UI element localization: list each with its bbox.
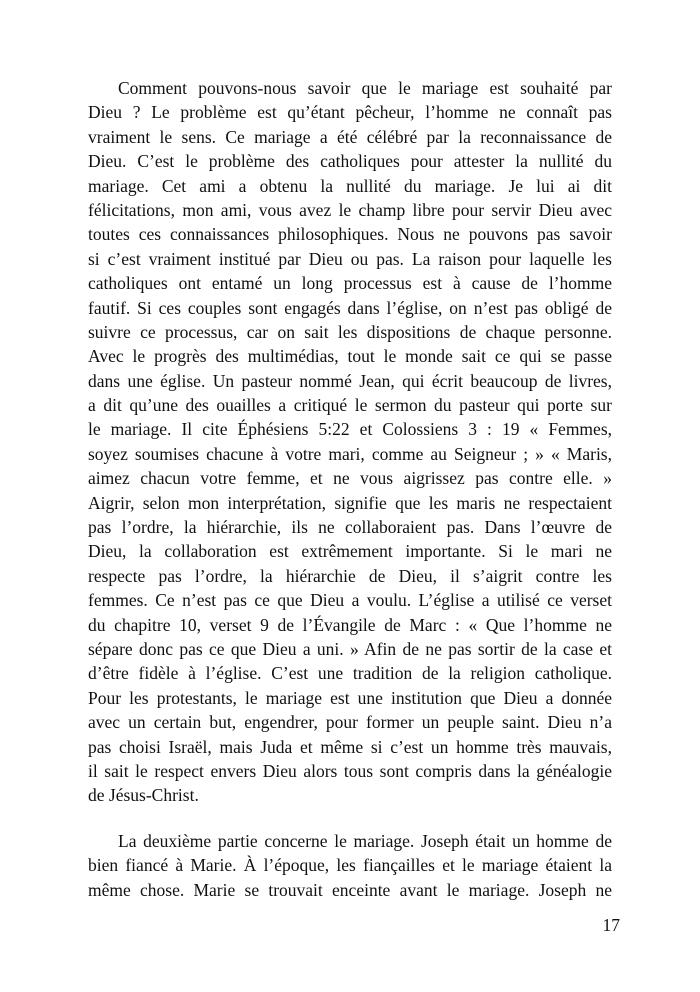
text-line: Avec le progrès des multimédias, tout le monde sait ce qui se passe [88,346,612,367]
text-line: Dieu. C’est le problème des catholiques pour attester la nullité du [88,151,612,172]
text-line: si c’est vraiment institué par Dieu ou pas. La raison pour laquelle les [88,248,612,269]
paragraph-2 [88,829,612,902]
text-line: Pour les protestants, le mariage est une institution que Dieu a donnée [88,687,612,708]
text-line: dans une église. Un pasteur nommé Jean, qui écrit beaucoup de livres, [88,370,612,391]
text-line: Dieu, la collaboration est extrêmement importante. Si le mari ne [88,541,612,562]
text-line: La deuxième partie concerne le mariage. Joseph était un homme de [118,831,612,851]
text-line: suivre ce processus, car on sait les dispositions de chaque personne. [88,321,612,342]
paragraph-1 [88,76,612,808]
text-line: toutes ces connaissances philosophiques. Nous ne pouvons pas savoir [88,224,612,245]
text-line: pas l’ordre, la hiérarchie, ils ne collaboraient pas. Dans l’œuvre de [88,517,612,538]
text-line: bien fiancé à Marie. À l’époque, les fiançailles et le mariage étaient la [88,855,612,876]
text-line: fautif. Si ces couples sont engagés dans l’église, on n’est pas obligé de [88,297,612,318]
text-line: catholiques ont entamé un long processus est à cause de l’homme [88,273,612,294]
text-line: il sait le respect envers Dieu alors tous sont compris dans la généalogie [88,760,612,781]
text-line: Dieu ? Le problème est qu’étant pêcheur, l’homme ne connaît pas [88,102,612,123]
text-line: mariage. Cet ami a obtenu la nullité du mariage. Je lui ai dit [88,175,612,196]
text-line: d’être fidèle à l’église. C’est une tradition de la religion catholique. [88,663,612,684]
text-line: respecte pas l’ordre, la hiérarchie de Dieu, il s’aigrit contre les [88,565,612,586]
text-line: a dit qu’une des ouailles a critiqué le sermon du pasteur qui porte sur [88,395,612,416]
text-line: de Jésus-Christ. [88,785,199,806]
text-line: Comment pouvons-nous savoir que le mariage est souhaité par [118,78,612,98]
text-line: sépare donc pas ce que Dieu a uni. » Afin de ne pas sortir de la case et [88,638,612,659]
text-line: femmes. Ce n’est pas ce que Dieu a voulu. L’église a utilisé ce verset [88,590,612,611]
text-line: vraiment le sens. Ce mariage a été célébré par la reconnaissance de [88,126,612,147]
text-line: même chose. Marie se trouvait enceinte avant le mariage. Joseph ne [88,879,612,900]
text-line: Aigrir, selon mon interprétation, signifie que les maris ne respectaient [88,492,612,513]
text-line: aimez chacun votre femme, et ne vous aigrissez pas contre elle. » [88,468,612,489]
text-line: le mariage. Il cite Éphésiens 5:22 et Colossiens 3 : 19 « Femmes, [88,419,612,440]
text-line: pas choisi Israël, mais Juda et même si c’est un homme très mauvais, [88,736,612,757]
text-line: félicitations, mon ami, vous avez le champ libre pour servir Dieu avec [88,199,612,220]
text-line: avec un certain but, engendrer, pour former un peuple saint. Dieu n’a [88,712,612,733]
page-number: 17 [602,915,620,935]
text-line: soyez soumises chacune à votre mari, comme au Seigneur ; » « Maris, [88,443,612,464]
text-line: du chapitre 10, verset 9 de l’Évangile de Marc : « Que l’homme ne [88,614,612,635]
